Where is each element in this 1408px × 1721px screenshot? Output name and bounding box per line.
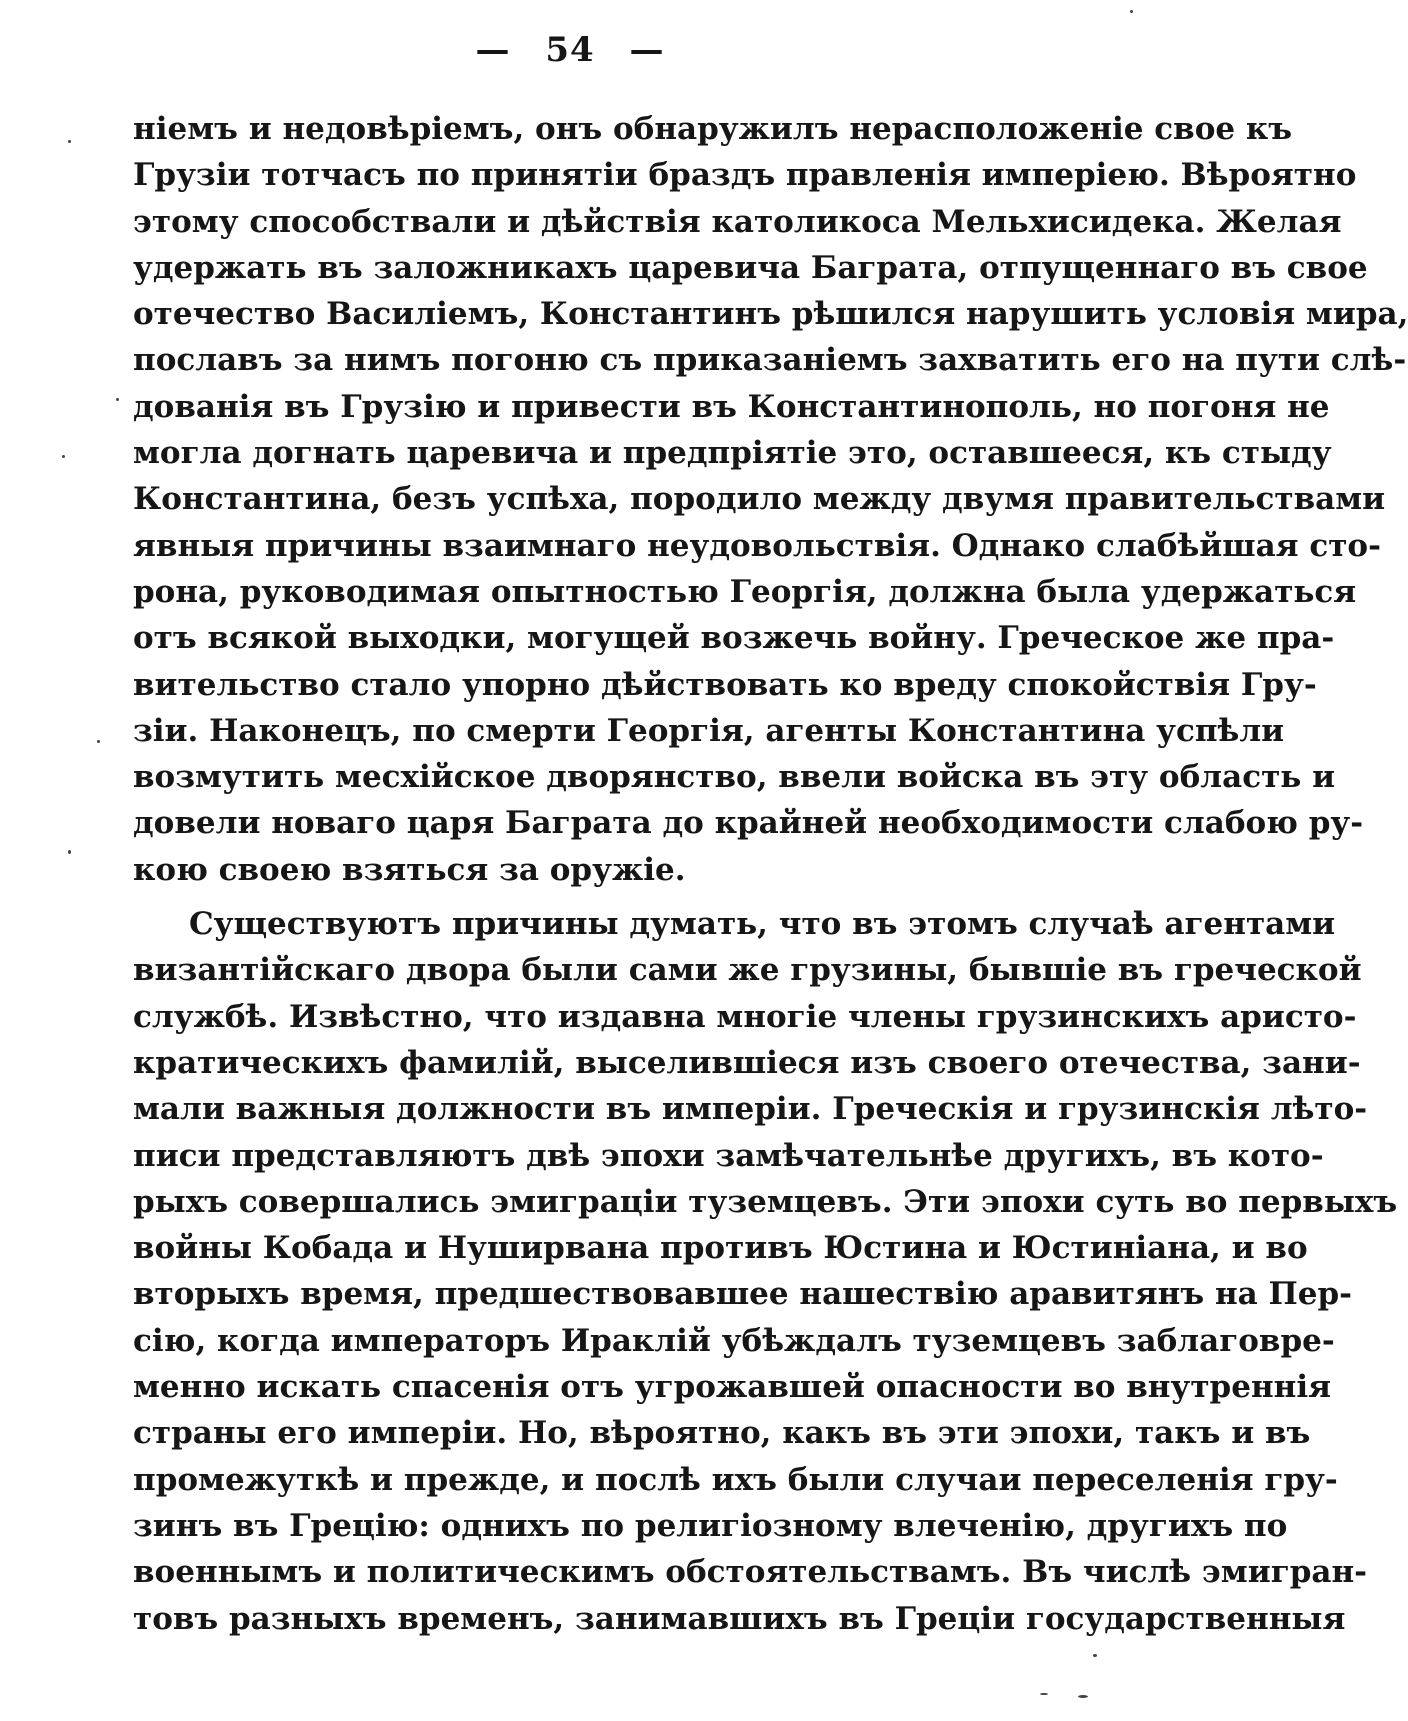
text-line: явныя причины взаимнаго неудовольствія. Однако слабѣйшая сто- xyxy=(133,527,1381,564)
scan-speck xyxy=(68,140,71,143)
text-line: Константина, безъ успѣха, породило между двумя правительствами xyxy=(133,481,1386,518)
scan-speck xyxy=(116,398,119,401)
text-line: службѣ. Извѣстно, что издавна многіе члены грузинскихъ аристо- xyxy=(133,998,1357,1035)
scan-speck xyxy=(1040,1693,1048,1695)
paragraph-gap xyxy=(133,893,1041,901)
text-line: вторыхъ время, предшествовавшее нашествію аравитянъ на Пер- xyxy=(133,1276,1353,1313)
scan-speck xyxy=(97,740,100,743)
text-line: войны Кобада и Нуширвана противъ Юстина и Юстиніана, и во xyxy=(133,1230,1308,1267)
text-line: ніемъ и недовѣріемъ, онъ обнаружилъ нерасположеніе свое къ xyxy=(133,111,1293,147)
scan-speck xyxy=(1130,10,1133,13)
text-line: этому способствали и дѣйствія католикоса Мельхисидека. Желая xyxy=(133,203,1342,240)
text-line: возмутить месхійское дворянство, ввели войска въ эту область и xyxy=(133,759,1336,796)
text-line: Существуютъ причины думать, что въ этомъ случаѣ агентами xyxy=(189,906,1336,943)
text-line: могла догнать царевича и предпріятіе это, оставшееся, къ стыду xyxy=(133,435,1332,472)
page-number-dash-right: — xyxy=(629,30,665,70)
text-line: дованія въ Грузію и привести въ Константинополь, но погоня не xyxy=(133,388,1330,425)
scan-speck xyxy=(62,455,65,458)
text-line: кою своею взяться за оружіе. xyxy=(133,851,686,888)
scan-speck xyxy=(1093,1654,1097,1657)
text-line: отечество Василіемъ, Константинъ рѣшился нарушить условія мира, xyxy=(133,296,1408,333)
page-number-header xyxy=(0,30,1140,70)
paragraph xyxy=(133,106,1408,893)
text-line: промежуткѣ и прежде, и послѣ ихъ были случаи переселенія гру- xyxy=(133,1461,1338,1498)
text-line: рыхъ совершались эмиграціи туземцевъ. Эти эпохи суть во первыхъ xyxy=(133,1183,1398,1220)
text-line: рона, руководимая опытностью Георгія, должна была удержаться xyxy=(133,573,1357,610)
text-line: менно искать спасенія отъ угрожавшей опасности во внутреннія xyxy=(133,1369,1332,1406)
text-line: вительство стало упорно дѣйствовать ко вреду спокойствія Гру- xyxy=(133,666,1317,703)
text-line: отъ всякой выходки, могущей возжечь войну. Греческое же пра- xyxy=(133,620,1335,657)
page-number: 54 xyxy=(545,30,595,70)
text-line: сію, когда императоръ Ираклій убѣждалъ туземцевъ заблаговре- xyxy=(133,1322,1335,1359)
text-line: Грузіи тотчасъ по принятіи браздъ правленія имперіею. Вѣроятно xyxy=(133,157,1357,194)
text-line: довели новаго царя Баграта до крайней необходимости слабою ру- xyxy=(133,805,1364,842)
text-line: зіи. Наконецъ, по смерти Георгія, агенты Константина успѣли xyxy=(133,712,1285,749)
text-line: византійскаго двора были сами же грузины, бывшіе въ греческой xyxy=(133,952,1362,989)
text-line: удержать въ заложникахъ царевича Баграта, отпущеннаго въ свое xyxy=(133,249,1368,286)
text-line: пославъ за нимъ погоню съ приказаніемъ захватить его на пути слѣ- xyxy=(133,342,1407,379)
text-line: мали важныя должности въ имперіи. Греческія и грузинскія лѣто- xyxy=(133,1091,1368,1128)
text-line: зинъ въ Грецію: однихъ по религіозному влеченію, другихъ по xyxy=(133,1507,1288,1544)
text-line: писи представляютъ двѣ эпохи замѣчательнѣе другихъ, въ кото- xyxy=(133,1137,1324,1174)
text-line: товъ разныхъ временъ, занимавшихъ въ Греціи государственныя xyxy=(133,1600,1346,1637)
text-line: страны его имперіи. Но, вѣроятно, какъ въ эти эпохи, такъ и въ xyxy=(133,1415,1311,1452)
text-line: кратическихъ фамилій, выселившіеся изъ своего отечества, зани- xyxy=(133,1044,1361,1081)
page-number-dash-left: — xyxy=(475,30,511,70)
scan-speck xyxy=(1078,1695,1088,1698)
scan-speck xyxy=(68,850,71,854)
text-line: военнымъ и политическимъ обстоятельствамъ. Въ числѣ эмигран- xyxy=(133,1554,1368,1591)
paragraph xyxy=(133,901,1398,1642)
body-text xyxy=(133,106,1408,1642)
